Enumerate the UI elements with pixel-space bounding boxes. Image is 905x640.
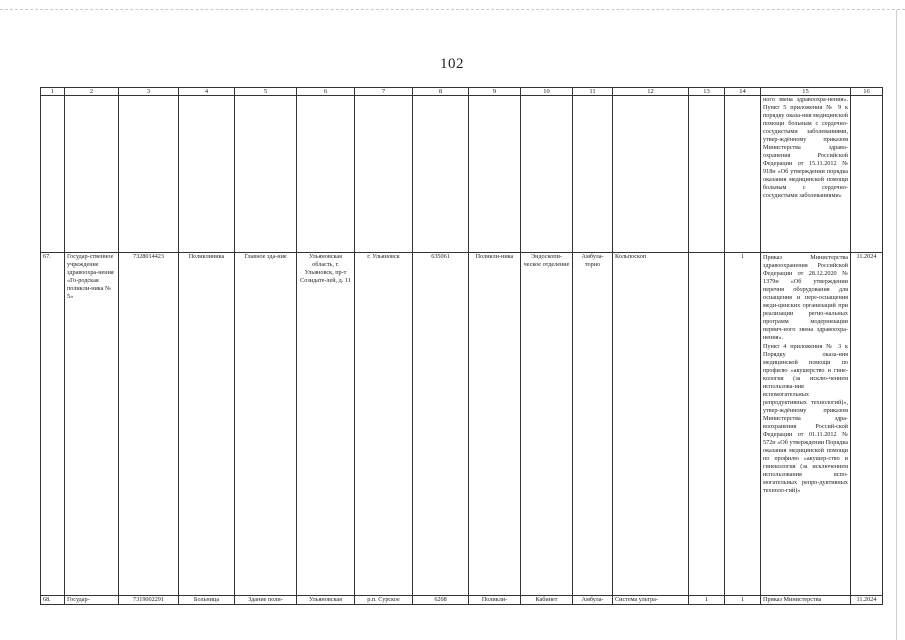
date-cell: 11.2024 — [851, 596, 883, 605]
header-cell: 8 — [413, 88, 469, 96]
inn-cell: 7328014423 — [119, 253, 179, 596]
header-cell: 15 — [761, 88, 851, 96]
address-cell: Ульяновская область, г. Ульяновск, пр-т Созидате-лей, д. 11 — [297, 253, 355, 596]
building-cell: Здание поли- — [235, 596, 297, 605]
count-cell-13: 1 — [689, 596, 725, 605]
department-cell: Кабинет — [521, 596, 573, 605]
header-cell: 4 — [179, 88, 235, 96]
header-cell: 1 — [41, 88, 65, 96]
header-cell: 5 — [235, 88, 297, 96]
equipment-cell: Кольпоскоп — [613, 253, 689, 596]
legal-basis-cell — [761, 253, 851, 596]
page-edge-top — [0, 9, 905, 10]
table-row — [41, 596, 883, 605]
address-cell: Ульяновская — [297, 596, 355, 605]
header-cell: 6 — [297, 88, 355, 96]
page-edge-right — [896, 10, 897, 640]
unit-cell: Поликли-ника — [469, 253, 521, 596]
table-row — [41, 253, 883, 596]
count-cell-14: 1 — [725, 253, 761, 596]
legal-basis-cell: ного звена здравоохра-нения». Пункт 5 приложения № 9 к порядку оказа-ния медицинской помощи больным с сердечно-сосудистыми заболеваниями, утвер-ждённому приказом Министерства здраво-охранения Российской Федерации от 15.11.2012 № 918н «Об утверждении порядка оказания медицинской помощи больным с сердечно-сосудистыми заболеваниями» — [761, 96, 851, 253]
header-cell: 3 — [119, 88, 179, 96]
facility-type: Больница — [179, 596, 235, 605]
registry-table — [40, 87, 883, 605]
city-cell: р.п. Сурское — [355, 596, 413, 605]
code-cell: 635061 — [413, 253, 469, 596]
header-cell: 10 — [521, 88, 573, 96]
header-cell: 7 — [355, 88, 413, 96]
continuation-row — [41, 96, 883, 253]
equipment-cell: Система ультра- — [613, 596, 689, 605]
count-cell-13 — [689, 253, 725, 596]
institution-name: Государ-ственное учреждение здравоохра-нения «Го-родская поликли-ника № 5» — [65, 253, 119, 596]
date-cell: 11.2024 — [851, 253, 883, 596]
city-cell: г. Ульяновск — [355, 253, 413, 596]
legal-basis-paragraph: Пункт 4 приложения № 3 к Порядку оказа-ния медицинской помощи по профилю «акушерство и гине-кология (за исклю-чением использова-ния вспомогательных репродуктивных технологий)», утвер-ждённому приказом Министерства здра-воохранения Россий-ской Федерации от 01.11.2012 № 572н «Об утверждении Порядка оказания медицинской помощи по профилю «акушер-ство и гинекология (за исключением использования вспо-могательных репро-дуктивных техноло-гий)» — [763, 343, 848, 494]
building-cell: Главное зда-ние — [235, 253, 297, 596]
unit-cell: Поликли- — [469, 596, 521, 605]
page-number: 102 — [440, 56, 464, 72]
facility-type: Поликлиника — [179, 253, 235, 596]
code-cell: 6208 — [413, 596, 469, 605]
count-cell-14: 1 — [725, 596, 761, 605]
inn-cell: 7319002291 — [119, 596, 179, 605]
legal-basis-paragraph: Приказ Министерства здравоохранения Российской Федерации от 28.12.2020 № 1379н «Об утверждении перечня оборудования для оснащения и пере-оснащения меди-цинских организаций при реализации регио-нальных программ модернизации первич-ного звена здравоохра-нения». — [763, 254, 848, 341]
row-number: 68. — [41, 596, 65, 605]
header-cell: 12 — [613, 88, 689, 96]
row-number: 67. — [41, 253, 65, 596]
institution-name: Государ- — [65, 596, 119, 605]
care-form-cell: Амбула-торно — [573, 253, 613, 596]
header-cell: 13 — [689, 88, 725, 96]
header-cell: 9 — [469, 88, 521, 96]
department-cell: Эндоскопи-ческое отделение — [521, 253, 573, 596]
header-cell: 11 — [573, 88, 613, 96]
header-cell: 14 — [725, 88, 761, 96]
legal-basis-cell: Приказ Министерства — [761, 596, 851, 605]
header-cell: 16 — [851, 88, 883, 96]
header-cell: 2 — [65, 88, 119, 96]
care-form-cell: Амбула- — [573, 596, 613, 605]
header-row — [41, 88, 883, 96]
